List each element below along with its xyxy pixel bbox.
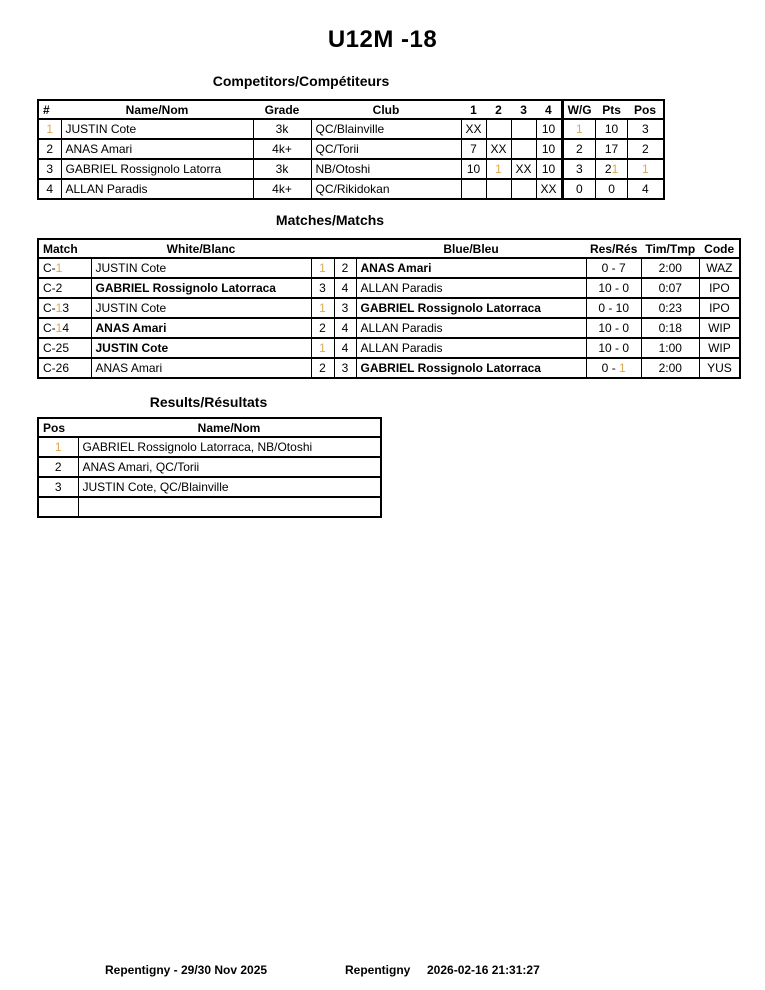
tan-digit: 1 (55, 301, 63, 315)
column-header: W/G (562, 100, 596, 119)
table-cell: 10 - 0 (586, 338, 641, 358)
table-cell: 2:00 (641, 358, 699, 378)
tan-digit: 1 (611, 162, 619, 176)
competitors-table (37, 99, 665, 200)
table-cell: 4 (38, 179, 61, 199)
tan-digit: 1 (55, 261, 63, 275)
tan-digit: 1 (641, 162, 649, 176)
matches-table (37, 238, 741, 379)
table-cell: 3 (562, 159, 596, 179)
table-cell: 4 (628, 179, 664, 199)
column-header (334, 239, 356, 258)
column-header: 1 (461, 100, 486, 119)
table-cell: GABRIEL Rossignolo Latorra (61, 159, 253, 179)
table-cell: 0 - 10 (586, 298, 641, 318)
table-cell (562, 119, 596, 139)
table-cell: 2 (38, 139, 61, 159)
table-cell: JUSTIN Cote (91, 338, 311, 358)
table-cell: XX (486, 139, 511, 159)
table-cell: 10 (536, 119, 562, 139)
table-cell: GABRIEL Rossignolo Latorraca (356, 358, 586, 378)
table-cell: 2 (38, 457, 78, 477)
table-cell: JUSTIN Cote, QC/Blainville (78, 477, 381, 497)
column-header: 3 (511, 100, 536, 119)
tan-digit: 1 (319, 261, 326, 275)
table-cell: 17 (596, 139, 628, 159)
table-cell: C-2 (38, 278, 91, 298)
table-row (38, 358, 740, 378)
table-cell: JUSTIN Cote (91, 298, 311, 318)
table-cell: 10 (596, 119, 628, 139)
table-cell: 0 (596, 179, 628, 199)
table-cell (38, 497, 78, 517)
table-row (38, 497, 381, 517)
table-cell: XX (536, 179, 562, 199)
section-heading-competitors: Competitors/Compétiteurs (212, 73, 390, 89)
column-header (311, 239, 334, 258)
table-row (38, 318, 740, 338)
table-cell: WIP (699, 338, 740, 358)
footer-print-timestamp: 2026-02-16 21:31:27 (427, 963, 540, 977)
table-cell: 0 (562, 179, 596, 199)
results-table (37, 417, 382, 518)
table-row (38, 437, 381, 457)
table-cell: GABRIEL Rossignolo Latorraca (91, 278, 311, 298)
header-row (38, 100, 664, 119)
table-cell: 0 - 7 (586, 258, 641, 278)
table-cell: ANAS Amari (356, 258, 586, 278)
table-cell: 4 (334, 318, 356, 338)
column-header: White/Blanc (91, 239, 311, 258)
table-cell: XX (511, 159, 536, 179)
table-cell: IPO (699, 278, 740, 298)
table-cell: C-14 (38, 318, 91, 338)
table-cell: 3 (38, 477, 78, 497)
table-cell: GABRIEL Rossignolo Latorraca, NB/Otoshi (78, 437, 381, 457)
table-cell: 2 (334, 258, 356, 278)
table-row (38, 139, 664, 159)
table-cell: 2:00 (641, 258, 699, 278)
table-row (38, 119, 664, 139)
table-cell (311, 258, 334, 278)
table-cell (628, 159, 664, 179)
table-cell: QC/Torii (311, 139, 461, 159)
column-header: 2 (486, 100, 511, 119)
table-cell: 3 (334, 298, 356, 318)
table-cell: ANAS Amari, QC/Torii (78, 457, 381, 477)
table-cell: 2 (311, 318, 334, 338)
tan-digit: 1 (46, 122, 54, 136)
table-cell: 10 - 0 (586, 318, 641, 338)
table-cell: C-26 (38, 358, 91, 378)
table-cell: ANAS Amari (61, 139, 253, 159)
header-row (38, 239, 740, 258)
tan-digit: 1 (55, 321, 63, 335)
table-cell (486, 119, 511, 139)
table-cell: ALLAN Paradis (356, 338, 586, 358)
table-row (38, 278, 740, 298)
column-header: Grade (253, 100, 311, 119)
table-cell: C-13 (38, 298, 91, 318)
table-cell: C-1 (38, 258, 91, 278)
tan-digit: 1 (495, 162, 502, 176)
table-cell: 3 (311, 278, 334, 298)
column-header: Res/Rés (586, 239, 641, 258)
table-cell: 4k+ (253, 139, 311, 159)
table-cell (38, 119, 61, 139)
footer-print-location: Repentigny (345, 963, 411, 977)
table-cell: IPO (699, 298, 740, 318)
table-row (38, 179, 664, 199)
table-cell: 3 (334, 358, 356, 378)
table-cell: 2 (628, 139, 664, 159)
table-cell: 21 (596, 159, 628, 179)
page-title: U12M -18 (327, 26, 438, 53)
table-row (38, 258, 740, 278)
table-cell: 3 (38, 159, 61, 179)
table-cell: YUS (699, 358, 740, 378)
table-cell: JUSTIN Cote (61, 119, 253, 139)
column-header: Pts (596, 100, 628, 119)
table-cell: NB/Otoshi (311, 159, 461, 179)
table-cell: WIP (699, 318, 740, 338)
tan-digit: 1 (319, 301, 326, 315)
section-heading-results: Results/Résultats (149, 394, 268, 410)
table-cell (486, 179, 511, 199)
table-cell: 7 (461, 139, 486, 159)
column-header: 4 (536, 100, 562, 119)
table-row (38, 477, 381, 497)
table-cell: 2 (311, 358, 334, 378)
table-cell: 10 (461, 159, 486, 179)
table-cell (511, 139, 536, 159)
tan-digit: 1 (619, 361, 626, 375)
table-cell: 10 (536, 139, 562, 159)
table-cell (511, 119, 536, 139)
table-cell: XX (461, 119, 486, 139)
column-header: Name/Nom (78, 418, 381, 437)
table-row (38, 298, 740, 318)
column-header: # (38, 100, 61, 119)
column-header: Pos (38, 418, 78, 437)
table-cell: 3k (253, 159, 311, 179)
table-cell: 4k+ (253, 179, 311, 199)
table-cell: 2 (562, 139, 596, 159)
tan-digit: 1 (54, 440, 62, 454)
table-cell: ALLAN Paradis (61, 179, 253, 199)
table-cell: ANAS Amari (91, 318, 311, 338)
table-cell: ANAS Amari (91, 358, 311, 378)
column-header: Name/Nom (61, 100, 253, 119)
footer-event-location-date: Repentigny - 29/30 Nov 2025 (105, 963, 268, 977)
table-cell: ALLAN Paradis (356, 318, 586, 338)
table-cell: 10 (536, 159, 562, 179)
tan-digit: 1 (575, 122, 583, 136)
column-header: Pos (628, 100, 664, 119)
table-cell (511, 179, 536, 199)
table-cell: 4 (334, 278, 356, 298)
table-cell: 3 (628, 119, 664, 139)
table-cell (38, 437, 78, 457)
table-cell (486, 159, 511, 179)
table-cell: C-25 (38, 338, 91, 358)
table-cell: ALLAN Paradis (356, 278, 586, 298)
table-cell: WAZ (699, 258, 740, 278)
table-cell: 1:00 (641, 338, 699, 358)
table-row (38, 159, 664, 179)
section-heading-matches: Matches/Matchs (275, 212, 385, 228)
table-cell (311, 338, 334, 358)
table-cell (461, 179, 486, 199)
table-cell: 0:07 (641, 278, 699, 298)
table-cell: 4 (334, 338, 356, 358)
table-cell: QC/Blainville (311, 119, 461, 139)
page-footer (0, 963, 765, 983)
column-header: Club (311, 100, 461, 119)
tan-digit: 1 (319, 341, 326, 355)
table-row (38, 338, 740, 358)
column-header: Code (699, 239, 740, 258)
table-cell: JUSTIN Cote (91, 258, 311, 278)
table-cell (78, 497, 381, 517)
table-row (38, 457, 381, 477)
column-header: Tim/Tmp (641, 239, 699, 258)
column-header: Match (38, 239, 91, 258)
column-header: Blue/Bleu (356, 239, 586, 258)
table-cell: 10 - 0 (586, 278, 641, 298)
table-cell: GABRIEL Rossignolo Latorraca (356, 298, 586, 318)
table-cell (311, 298, 334, 318)
table-cell: 0 - 1 (586, 358, 641, 378)
table-cell: 0:18 (641, 318, 699, 338)
table-cell: QC/Rikidokan (311, 179, 461, 199)
header-row (38, 418, 381, 437)
table-cell: 0:23 (641, 298, 699, 318)
table-cell: 3k (253, 119, 311, 139)
